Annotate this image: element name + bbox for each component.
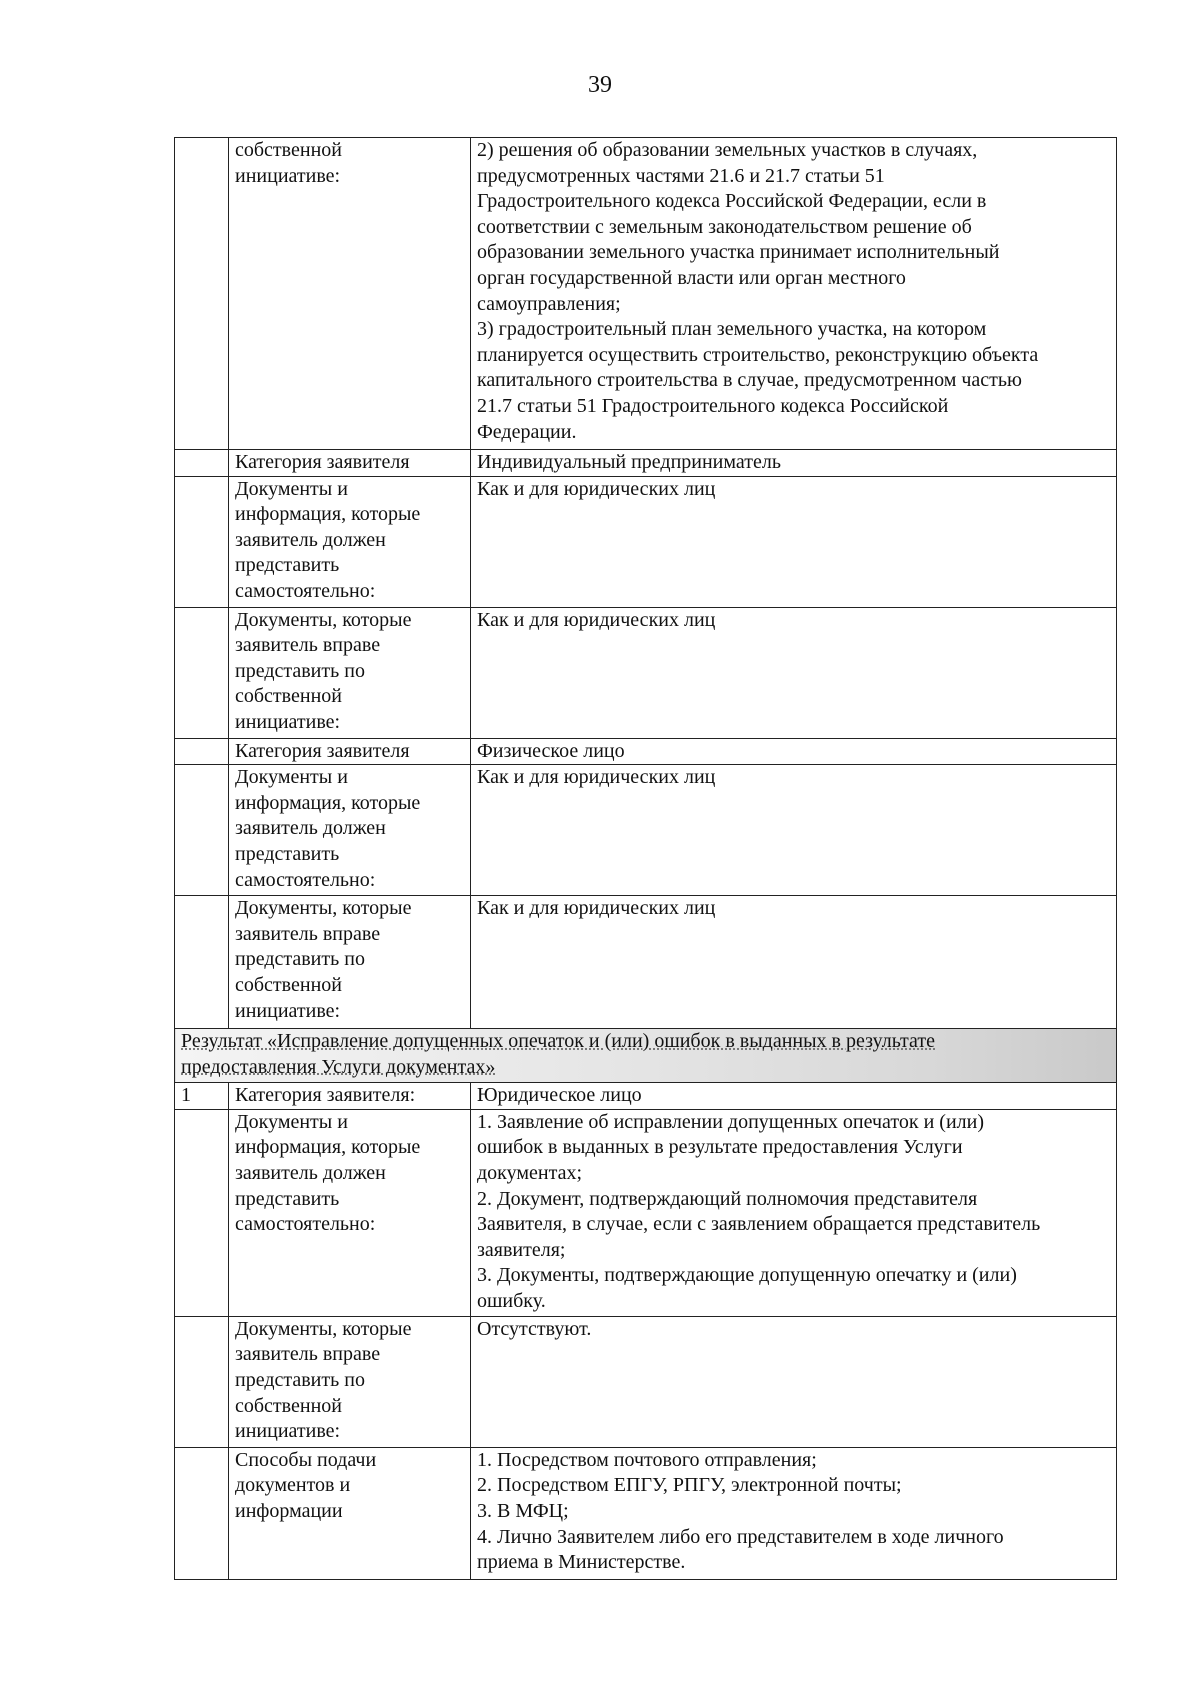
value-cell: Физическое лицо	[471, 738, 1117, 765]
label-line: собственной	[235, 139, 342, 161]
table-row	[175, 1316, 1117, 1447]
label-line: самостоятельно:	[235, 579, 376, 602]
value-line: 2) решения об образовании земельных участков в случаях,	[477, 139, 978, 161]
table-row	[175, 450, 1117, 477]
value-line: Градостроительного кодекса Российской Федерации, если в	[477, 190, 987, 213]
label-line: представить по	[235, 1368, 365, 1391]
value-line: 4. Лично Заявителем либо его представителем в ходе личного	[477, 1525, 1004, 1548]
value-line: 2. Документ, подтверждающий полномочия представителя	[477, 1187, 978, 1210]
row-number-cell	[175, 607, 229, 738]
row-number-cell	[175, 1109, 229, 1316]
label-cell	[229, 765, 471, 896]
value-line: предусмотренных частями 21.6 и 21.7 статьи 51	[477, 164, 885, 187]
row-number-cell	[175, 476, 229, 607]
label-line: Способы подачи	[235, 1448, 377, 1471]
value-line: орган государственной власти или орган местного	[477, 266, 906, 289]
page-number: 39	[588, 72, 612, 98]
section-title	[175, 1029, 1117, 1083]
value-cell: Как и для юридических лиц	[471, 896, 1117, 1029]
value-cell: Индивидуальный предприниматель	[471, 450, 1117, 477]
value-line: 2. Посредством ЕПГУ, РПГУ, электронной почты;	[477, 1474, 902, 1497]
section-row	[175, 1029, 1117, 1083]
value-line: капитального строительства в случае, предусмотренном частью	[477, 369, 1022, 392]
row-number-cell	[175, 1316, 229, 1447]
value-line: ошибок в выданных в результате предоставления Услуги	[477, 1136, 963, 1159]
row-number-cell	[175, 765, 229, 896]
row-number-cell: 1	[175, 1083, 229, 1110]
value-cell: Как и для юридических лиц	[471, 607, 1117, 738]
value-line: 21.7 статьи 51 Градостроительного кодекса Российской	[477, 394, 949, 417]
value-line: Заявителя, в случае, если с заявлением обращается представитель	[477, 1213, 1041, 1236]
label-line: Документы, которые	[235, 897, 412, 920]
label-line: заявитель должен	[235, 817, 386, 840]
requirements-table	[174, 137, 1117, 1580]
label-line: Документы, которые	[235, 1317, 412, 1340]
value-line: Федерации.	[477, 420, 577, 443]
label-line: инициативе:	[235, 710, 341, 733]
label-line: инициативе:	[235, 1420, 341, 1443]
label-cell: Категория заявителя	[229, 450, 471, 477]
value-line: соответствии с земельным законодательством решение об	[477, 215, 972, 238]
label-line: информация, которые	[235, 1136, 421, 1159]
label-line: заявитель должен	[235, 528, 386, 551]
label-line: заявитель вправе	[235, 634, 381, 657]
label-line: заявитель должен	[235, 1161, 386, 1184]
label-cell	[229, 896, 471, 1029]
value-line: 1. Посредством почтового отправления;	[477, 1448, 817, 1471]
table-row	[175, 1083, 1117, 1110]
label-cell: Категория заявителя:	[229, 1083, 471, 1110]
table-row	[175, 138, 1117, 450]
label-line: представить	[235, 1187, 340, 1210]
table-row	[175, 476, 1117, 607]
label-line: представить по	[235, 948, 365, 971]
value-line: заявителя;	[477, 1238, 566, 1261]
value-cell: Как и для юридических лиц	[471, 765, 1117, 896]
label-line: самостоятельно:	[235, 1213, 376, 1236]
label-cell	[229, 1109, 471, 1316]
label-line: собственной	[235, 685, 342, 708]
label-line: заявитель вправе	[235, 922, 381, 945]
table-row	[175, 765, 1117, 896]
table-row	[175, 1109, 1117, 1316]
value-cell	[471, 1109, 1117, 1316]
label-line: самостоятельно:	[235, 868, 376, 891]
label-line: Документы, которые	[235, 608, 412, 631]
label-line: Документы и	[235, 477, 348, 500]
row-number-cell	[175, 896, 229, 1029]
label-line: представить	[235, 842, 340, 865]
value-line: ошибку.	[477, 1289, 546, 1312]
label-line: собственной	[235, 1394, 342, 1417]
value-line: 1. Заявление об исправлении допущенных опечаток и (или)	[477, 1110, 985, 1133]
label-cell	[229, 607, 471, 738]
value-line: 3. В МФЦ;	[477, 1499, 569, 1522]
label-cell	[229, 138, 471, 450]
value-line: документах;	[477, 1161, 582, 1184]
value-cell: Юридическое лицо	[471, 1083, 1117, 1110]
label-line: Документы и	[235, 766, 348, 789]
section-title-line: Результат «Исправление допущенных опечаток и (или) ошибок в выданных в результате	[181, 1030, 936, 1053]
value-line: планируется осуществить строительство, реконструкцию объекта	[477, 343, 1039, 366]
row-number-cell	[175, 738, 229, 765]
label-line: информации	[235, 1499, 343, 1522]
section-title-line: предоставления Услуги документах»	[181, 1055, 496, 1078]
label-line: Документы и	[235, 1110, 348, 1133]
value-cell	[471, 138, 1117, 450]
row-number-cell	[175, 1447, 229, 1579]
label-line: собственной	[235, 973, 342, 996]
label-line: инициативе:	[235, 999, 341, 1022]
label-cell	[229, 1447, 471, 1579]
row-number-cell	[175, 138, 229, 450]
label-line: информация, которые	[235, 791, 421, 814]
value-line: самоуправления;	[477, 292, 621, 315]
value-line: образовании земельного участка принимает исполнительный	[477, 241, 1000, 264]
table-row	[175, 896, 1117, 1029]
value-cell	[471, 1447, 1117, 1579]
row-number-cell	[175, 450, 229, 477]
value-cell: Отсутствуют.	[471, 1316, 1117, 1447]
label-line: документов и	[235, 1474, 351, 1497]
label-cell: Категория заявителя	[229, 738, 471, 765]
label-line: заявитель вправе	[235, 1343, 381, 1366]
label-line: представить по	[235, 659, 365, 682]
label-line: инициативе:	[235, 164, 341, 187]
table-row	[175, 1447, 1117, 1579]
label-line: информация, которые	[235, 503, 421, 526]
value-line: 3) градостроительный план земельного участка, на котором	[477, 318, 987, 341]
value-cell: Как и для юридических лиц	[471, 476, 1117, 607]
table-row	[175, 607, 1117, 738]
label-cell	[229, 476, 471, 607]
table-row	[175, 738, 1117, 765]
value-line: приема в Министерстве.	[477, 1551, 686, 1574]
value-line: 3. Документы, подтверждающие допущенную опечатку и (или)	[477, 1264, 1017, 1287]
label-line: представить	[235, 554, 340, 577]
label-cell	[229, 1316, 471, 1447]
